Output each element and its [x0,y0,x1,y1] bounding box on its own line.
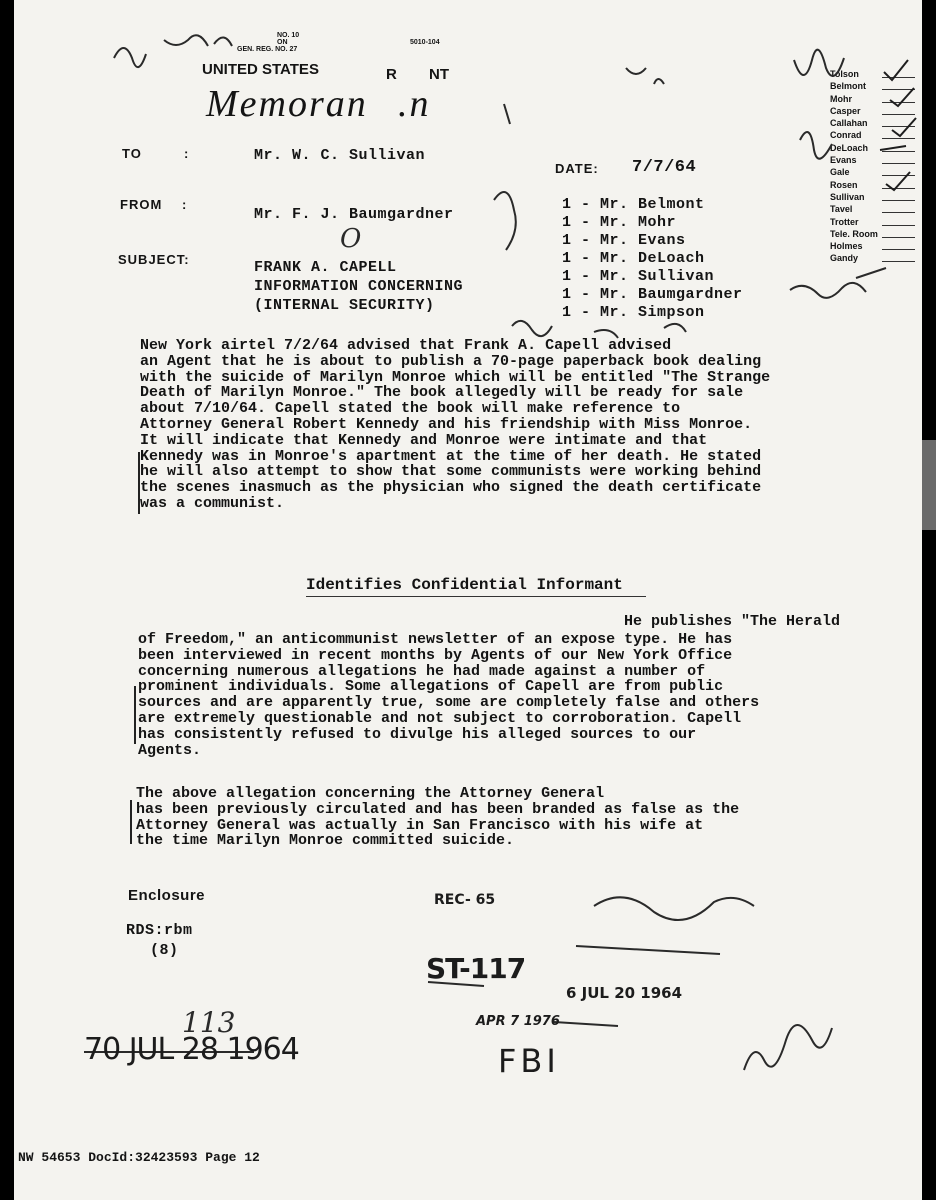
handwritten-zero: O [340,224,362,254]
date-value: 7/7/64 [632,158,697,177]
scribble-top-left [114,35,232,67]
routing-item: Gale [830,166,915,178]
from-colon: : [182,197,188,212]
para-line: Attorney General Robert Kennedy and his friendship with Miss Monroe. [140,415,753,433]
margin-scribbles [114,35,886,1070]
date-label: DATE: [555,161,599,176]
check-mark [884,60,908,80]
para-line: the scenes inasmuch as the physician who signed the death certificate [140,479,762,497]
para-line: has been previously circulated and has been branded as false as the [136,800,740,818]
margin-bracket [130,800,132,844]
subject-line-3: (INTERNAL SECURITY) [254,297,435,314]
routing-item: Belmont [830,80,915,92]
received-stamp: 70 JUL 28 1964 [84,1032,299,1067]
distribution-item: 1 - Mr. Simpson [562,304,705,321]
routing-item: Tavel [830,203,915,215]
distribution-item: 1 - Mr. Belmont [562,196,705,213]
distribution-item: 1 - Mr. Mohr [562,214,677,231]
st-stamp: ST-117 [426,952,526,985]
routing-item: Evans [830,154,915,166]
para-line: Kennedy was in Monroe's apartment at the time of her death. He stated [140,447,762,465]
agency-r: R [386,66,397,83]
distribution-item: 1 - Mr. Baumgardner [562,286,743,303]
agency-name: UNITED STATES [202,61,319,78]
routing-item: Conrad [830,129,915,141]
paragraph-1 [140,338,770,512]
paragraph-3 [136,786,739,849]
para-line: with the suicide of Marilyn Monroe which will be entitled "The Strange [140,368,771,386]
redaction-underline [306,596,646,597]
routing-item: Tolson [830,68,915,80]
to-colon: : [184,146,190,161]
para-line: the time Marilyn Monroe committed suicide. [136,832,515,850]
para-line: of Freedom," an anticommunist newsletter of an expose type. He has [138,631,733,648]
para-line: been interviewed in recent months by Agents of our New York Office [138,646,733,664]
check-mark [892,118,916,136]
subject-line-1: FRANK A. CAPELL [254,259,397,276]
margin-bracket [134,686,136,744]
rec-stamp: REC- 65 [434,892,496,908]
subject-line-2: INFORMATION CONCERNING [254,278,464,295]
para2-first-line: He publishes "The Herald [624,613,841,630]
scribble-right [790,268,886,298]
check-mark [886,172,910,190]
para-line: sources and are apparently true, some are completely false and others [138,694,760,712]
handwritten-number: 113 [182,1006,236,1039]
stamp-line [576,946,720,954]
para-line: an Agent that he is about to publish a 70-page paperback book dealing [140,352,762,370]
form-code: 5010-104 [410,39,440,46]
paragraph-2 [138,632,759,758]
distribution-item: 1 - Mr. DeLoach [562,250,705,267]
para-line: It will indicate that Kennedy and Monroe were intimate and that [140,431,708,449]
para-line: was a communist. [140,494,285,512]
handwritten-marks-svg [14,0,922,1200]
jul-stamp: 6 JUL 20 1964 [566,984,683,1002]
from-label: FROM [120,197,163,212]
initials: RDS:rbm [126,922,193,939]
routing-item: Tele. Room [830,228,915,240]
memorandum-title: Memoran [206,83,368,125]
agency-nt: NT [429,66,449,83]
check-mark [890,88,914,106]
check-mark [880,146,906,150]
routing-item: Gandy [830,252,915,264]
routing-item: DeLoach [830,142,915,154]
scribble-capell [504,68,664,124]
para-line: Attorney General was actually in San Francisco with his wife at [136,816,704,834]
routing-item: Sullivan [830,191,915,203]
routing-item: Rosen [830,179,915,191]
para-line: concerning numerous allegations he had made against a number of [138,662,706,680]
bates-number: NW 54653 DocId:32423593 Page 12 [18,1150,260,1165]
scribble-db [800,132,832,159]
copies: (8) [150,942,179,959]
apr-stamp: APR 7 1976 [476,1014,560,1029]
distribution-item: 1 - Mr. Evans [562,232,686,249]
para-line: The above allegation concerning the Attorney General [136,785,605,802]
enclosure-label: Enclosure [128,887,206,904]
stamp-line [554,1022,618,1026]
distribution-item: 1 - Mr. Sullivan [562,268,715,285]
para-line: are extremely questionable and not subject to corroboration. Capell [138,709,742,727]
to-label: TO [122,146,142,161]
to-value: Mr. W. C. Sullivan [254,147,426,164]
form-no: NO. 10 [277,32,300,39]
from-value: Mr. F. J. Baumgardner [254,206,454,223]
para-line: has consistently refused to divulge his alleged sources to our [138,725,697,743]
form-line3: GEN. REG. NO. 27 [237,46,298,53]
form-line2: ON [277,39,288,46]
scribble-bottom-sig [594,897,754,920]
subject-label: SUBJECT: [118,252,190,267]
scribble-vm [794,50,844,76]
scribble-signature-right [744,1025,832,1070]
scan-edge-bar [922,440,936,530]
para-line: he will also attempt to show that some communists were working behind [140,463,762,481]
para-line: New York airtel 7/2/64 advised that Frank A. Capell advised [140,337,672,354]
para-line: about 7/10/64. Capell stated the book will make reference to [140,400,681,418]
routing-item: Callahan [830,117,915,129]
fbi-stamp: FBI [498,1042,560,1080]
routing-item: Holmes [830,240,915,252]
routing-check-marks [880,60,916,190]
para-line: Agents. [138,741,202,759]
routing-item: Mohr [830,93,915,105]
scribble-mid [512,321,686,338]
memorandum-tail: .n [398,83,431,125]
routing-item: Casper [830,105,915,117]
scribble-from [494,192,516,250]
para-line: Death of Marilyn Monroe." The book allegedly will be ready for sale [140,384,744,402]
routing-item: Trotter [830,216,915,228]
para-line: prominent individuals. Some allegations of Capell are from public [138,678,724,696]
redaction-heading: Identifies Confidential Informant [306,576,623,594]
memo-page [14,0,922,1200]
